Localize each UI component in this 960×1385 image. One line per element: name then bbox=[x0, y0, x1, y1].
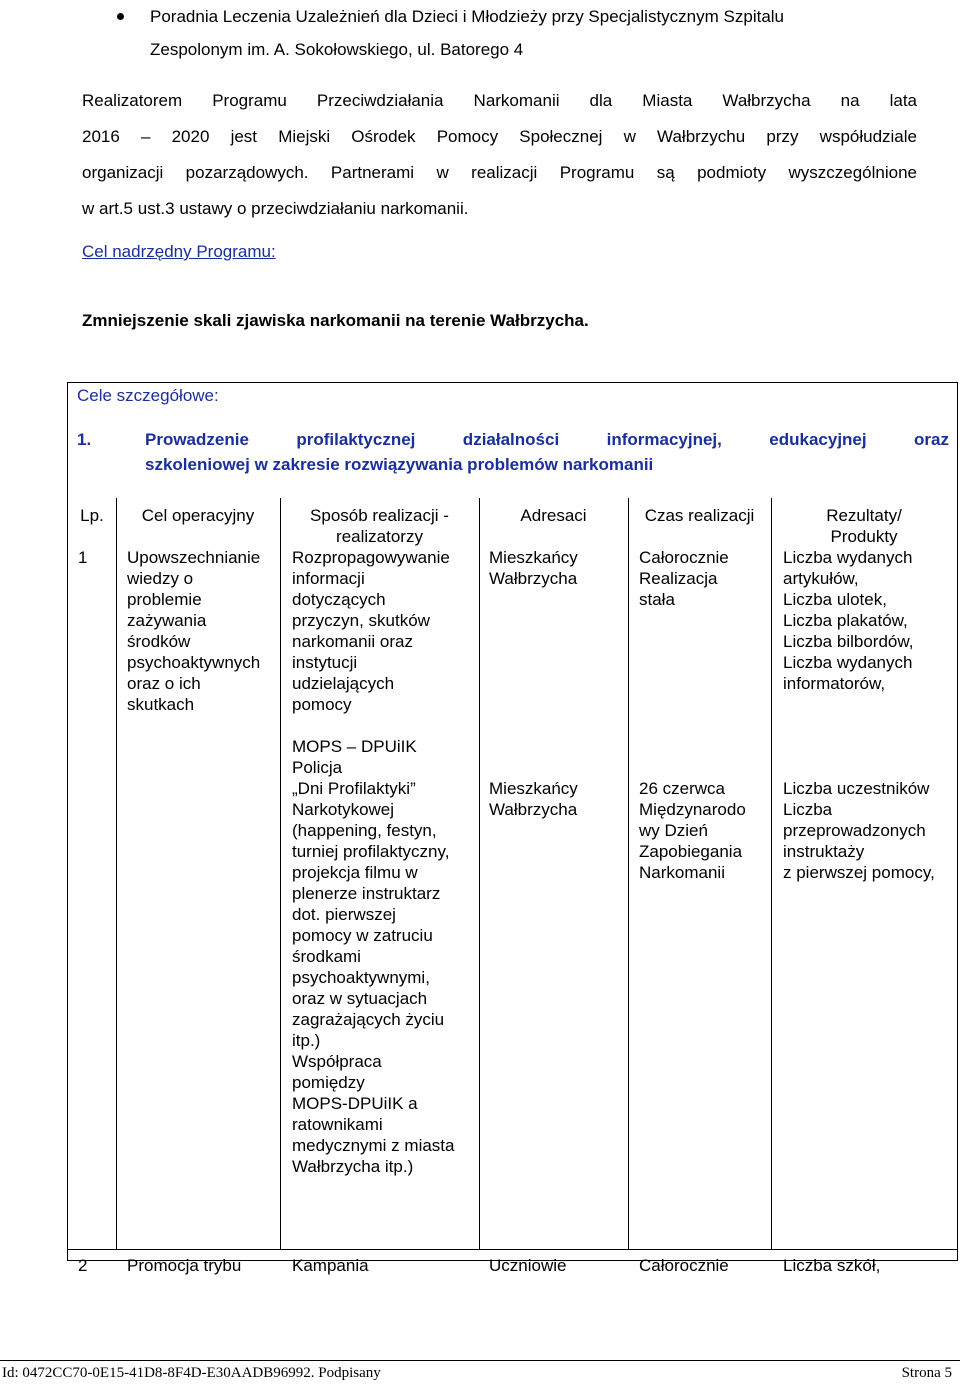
main-goal-text: Zmniejszenie skali zjawiska narkomanii na terenie Wałbrzycha. bbox=[82, 311, 589, 330]
objective-line-2: szkoleniowej w zakresie rozwiązywania problemów narkomanii bbox=[145, 455, 654, 474]
header-lp: Lp. bbox=[80, 506, 104, 525]
header-method: Sposób realizacji - realizatorzy bbox=[310, 506, 449, 546]
row2-timeframe: Całorocznie bbox=[639, 1256, 729, 1275]
objective-number: 1. bbox=[77, 430, 92, 449]
document-id: Id: 0472CC70-0E15-41D8-8F4D-E30AADB96992. Podpisany bbox=[2, 1365, 381, 1381]
footer-divider bbox=[0, 1360, 960, 1361]
row2-lp: 2 bbox=[78, 1256, 88, 1275]
bullet-line-1: Poradnia Leczenia Uzależnień dla Dzieci i Młodzieży przy Specjalistycznym Szpitalu bbox=[150, 7, 785, 26]
intro-line: w art.5 ust.3 ustawy o przeciwdziałaniu narkomanii. bbox=[82, 199, 469, 218]
column-divider bbox=[771, 498, 772, 1249]
row2-operational-goal: Promocja trybu bbox=[127, 1256, 242, 1275]
specific-goals-box bbox=[67, 382, 958, 1275]
row1-method-b: MOPS – DPUiIK Policja „Dni Profilaktyki” Narkotykowej (happening, festyn, turniej profilaktyczny, projekcja filmu w plenerze instruktarz dot. pierwszej pomocy w zatruciu środkami psychoaktywnymi, oraz w sytuacjach zagrażających życiu itp.) Współpraca pomiędzy MOPS-DPUiIK a ratownikami medycznymi z miasta Wałbrzycha itp.) bbox=[292, 737, 455, 1176]
row1-timeframe-a: Całorocznie Realizacja stała bbox=[639, 548, 729, 609]
intro-line: 2016 – 2020 jest Miejski Ośrodek Pomocy Społecznej w Wałbrzychu przy współudziale bbox=[82, 127, 917, 146]
row1-results-b: Liczba uczestników Liczba przeprowadzonych instruktaży z pierwszej pomocy, bbox=[783, 779, 935, 882]
row1-operational-goal: Upowszechnianie wiedzy o problemie zażywania środków psychoaktywnych oraz o ich skutkach bbox=[127, 548, 261, 714]
row1-timeframe-b: 26 czerwca Międzynarodo wy Dzień Zapobiegania Narkomanii bbox=[639, 779, 746, 882]
objective-line-1: Prowadzenie profilaktycznej działalności informacyjnej, edukacyjnej oraz bbox=[145, 430, 949, 449]
column-divider bbox=[280, 498, 281, 1249]
header-results: Rezultaty/ Produkty bbox=[826, 506, 902, 546]
intro-line: Realizatorem Programu Przeciwdziałania Narkomanii dla Miasta Wałbrzycha na lata bbox=[82, 91, 917, 110]
specific-goals-heading: Cele szczegółowe: bbox=[77, 386, 219, 405]
column-divider bbox=[479, 498, 480, 1249]
header-timeframe: Czas realizacji bbox=[644, 506, 755, 525]
header-operational-goal: Cel operacyjny bbox=[141, 506, 255, 525]
bullet-line-2: Zespolonym im. A. Sokołowskiego, ul. Batorego 4 bbox=[150, 40, 524, 59]
row2-results: Liczba szkół, bbox=[783, 1256, 881, 1275]
row1-lp: 1 bbox=[78, 548, 88, 567]
row1-method-a: Rozpropagowywanie informacji dotyczących przyczyn, skutków narkomanii oraz instytucji udzielających pomocy bbox=[292, 548, 450, 714]
row1-results-a: Liczba wydanych artykułów, Liczba ulotek, Liczba plakatów, Liczba bilbordów, Liczba wydanych informatorów, bbox=[783, 548, 914, 693]
row1-recipients-b: Mieszkańcy Wałbrzycha bbox=[489, 779, 578, 819]
intro-line: organizacji pozarządowych. Partnerami w realizacji Programu są podmioty wyszczególnione bbox=[82, 163, 917, 182]
main-goal-heading: Cel nadrzędny Programu: bbox=[82, 242, 276, 261]
column-divider bbox=[116, 498, 117, 1249]
row2-method: Kampania bbox=[292, 1256, 369, 1275]
intro-paragraph bbox=[82, 83, 917, 227]
page-number: Strona 5 bbox=[901, 1365, 952, 1381]
row-divider bbox=[68, 1249, 957, 1250]
bullet-text bbox=[150, 0, 930, 66]
bullet-dot-icon bbox=[117, 13, 124, 20]
header-recipients: Adresaci bbox=[520, 506, 587, 525]
row2-recipients: Uczniowie bbox=[489, 1256, 567, 1275]
column-divider bbox=[628, 498, 629, 1249]
row1-recipients-a: Mieszkańcy Wałbrzycha bbox=[489, 548, 578, 588]
